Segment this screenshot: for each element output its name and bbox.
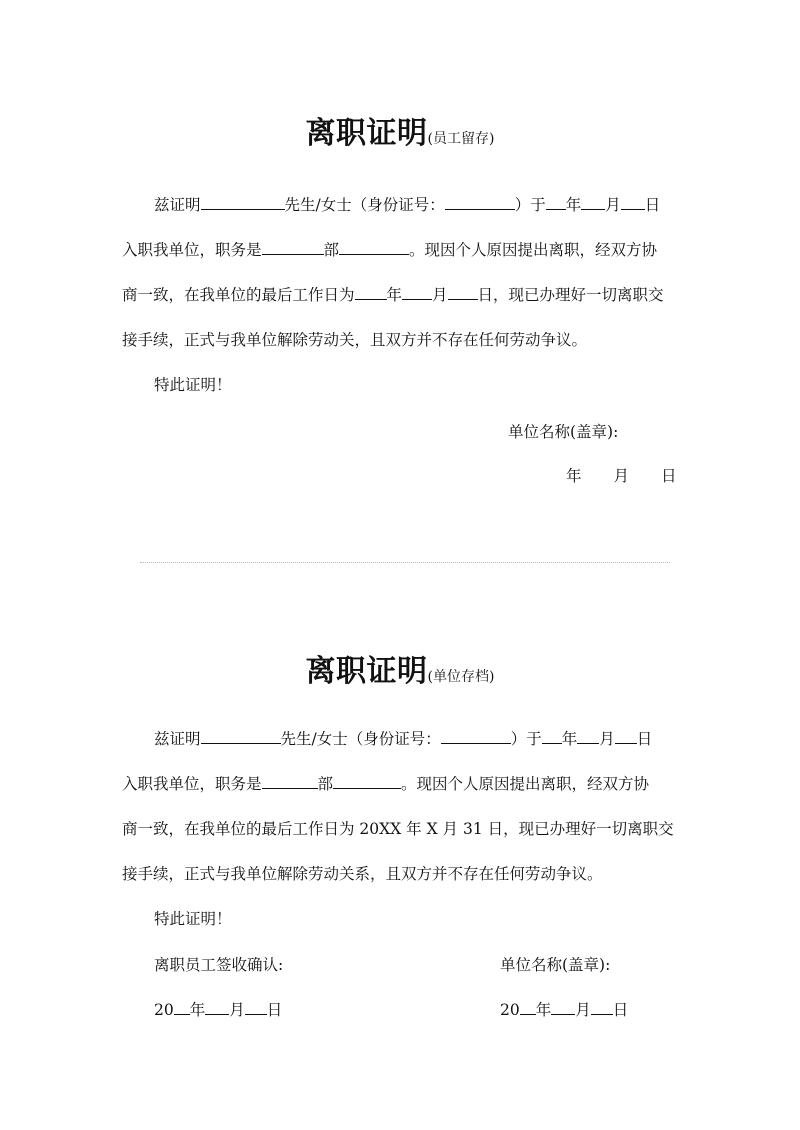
last-day-month-blank[interactable]	[402, 283, 432, 300]
organization-signature-date: 20 年 月 日	[500, 998, 628, 1020]
paragraph-line-1: 兹证明 先生/女士（身份证号： ）于 年 月 日	[154, 727, 652, 749]
month-blank[interactable]	[205, 998, 229, 1015]
employee-signature-date: 20 年 月 日	[154, 998, 282, 1020]
join-month-blank[interactable]	[581, 193, 605, 210]
year-blank[interactable]	[174, 998, 190, 1015]
paragraph-line-4: 接手续，正式与我单位解除劳动关，且双方并不存在任何劳动争议。	[122, 331, 588, 349]
id-number-blank[interactable]	[445, 193, 515, 210]
last-day-year-blank[interactable]	[355, 283, 387, 300]
last-day-day-blank[interactable]	[448, 283, 478, 300]
closing-statement: 特此证明！	[154, 376, 232, 394]
join-month-blank[interactable]	[577, 727, 599, 744]
join-day-blank[interactable]	[615, 727, 637, 744]
position-blank[interactable]	[262, 772, 318, 789]
name-blank[interactable]	[201, 193, 285, 210]
section-divider	[140, 562, 670, 563]
id-number-blank[interactable]	[441, 727, 511, 744]
join-day-blank[interactable]	[621, 193, 645, 210]
paragraph-line-4: 接手续，正式与我单位解除劳动关系，且双方并不存在任何劳动争议。	[122, 865, 603, 883]
department-blank[interactable]	[333, 772, 401, 789]
page-subtitle: (单位存档)	[427, 669, 495, 685]
certificate-title-company-copy	[0, 646, 800, 690]
department-blank[interactable]	[339, 238, 409, 255]
employee-signature-label: 离职员工签收确认:	[154, 956, 284, 974]
organization-seal-label: 单位名称(盖章):	[508, 423, 619, 441]
position-blank[interactable]	[262, 238, 324, 255]
paragraph-line-2: 入职我单位，职务是 部 。现因个人原因提出离职，经双方协	[122, 238, 657, 260]
join-year-blank[interactable]	[542, 727, 562, 744]
join-year-blank[interactable]	[546, 193, 566, 210]
page-subtitle: (员工留存)	[427, 131, 495, 147]
page-title: 离职证明	[305, 116, 428, 151]
name-blank[interactable]	[201, 727, 281, 744]
paragraph-line-2: 入职我单位，职务是 部 。现因个人原因提出离职，经双方协	[122, 772, 649, 794]
year-blank[interactable]	[520, 998, 536, 1015]
closing-statement: 特此证明！	[154, 910, 232, 928]
signature-date: 年 月 日	[566, 467, 677, 485]
certificate-title-employee-copy	[0, 108, 800, 152]
paragraph-line-3: 商一致，在我单位的最后工作日为 年 月 日，现已办理好一切离职交	[122, 283, 664, 305]
paragraph-line-3: 商一致，在我单位的最后工作日为 20XX 年 X 月 31 日，现已办理好一切离职交	[122, 820, 674, 838]
paragraph-line-1: 兹证明 先生/女士（身份证号： ）于 年 月 日	[154, 193, 660, 215]
page-title: 离职证明	[305, 654, 428, 689]
day-blank[interactable]	[591, 998, 613, 1015]
organization-seal-label: 单位名称(盖章):	[500, 956, 611, 974]
day-blank[interactable]	[245, 998, 267, 1015]
month-blank[interactable]	[551, 998, 575, 1015]
